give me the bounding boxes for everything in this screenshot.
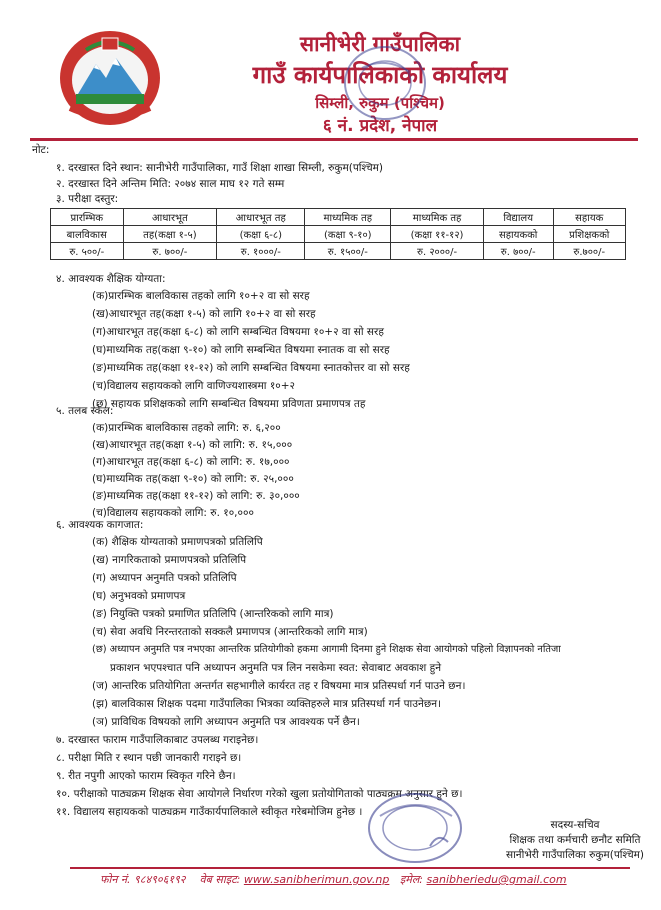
list-item: (च)विद्यालय सहायकको लागि: रु. १०,००० [92, 507, 254, 519]
fee-cell: रु. २०००/- [391, 243, 484, 260]
info-fee-label: ३. परीक्षा दस्तुर: [56, 193, 119, 205]
documents-heading: ६. आवश्यक कागजात: [56, 519, 144, 531]
table-header-cell: (कक्षा ६-८) [217, 226, 305, 243]
fee-cell: रु. ५००/- [51, 243, 124, 260]
list-item: (ग) अध्यापन अनुमति पत्रको प्रतिलिपि [92, 572, 237, 584]
list-item: (छ) अध्यापन अनुमति पत्र नभएका आन्तरिक प्रतियोगीको हकमा आगामी दिनमा हुने शिक्षक सेवा आयोगको पहिलो विज्ञापनको नतिजा [92, 644, 561, 655]
header-office: गाउँ कार्यपालिकाको कार्यालय [252, 61, 508, 89]
table-header-cell: माध्यमिक तह [391, 209, 484, 226]
fee-cell: रु. १५००/- [305, 243, 391, 260]
fee-table [50, 208, 626, 260]
list-item: (ज) आन्तरिक प्रतियोगिता अन्तर्गत सहभागीले कार्यरत तह र विषयमा मात्र प्रतिस्पर्धा गर्न पाउने छन। [92, 680, 466, 692]
list-item: (झ) बालविकास शिक्षक पदमा गाउँपालिका भित्रका व्यक्तिहरुले मात्र प्रतिस्पर्धा गर्न पाउनेछन। [92, 698, 441, 710]
office-stamp-bottom [360, 786, 470, 866]
list-item: ७. दरखास्त फाराम गाउँपालिकाबाट उपलब्ध गराइनेछ। [56, 734, 259, 746]
signature-title: सदस्य-सचिव [550, 819, 600, 831]
list-item: (ग)आधारभूत तह(कक्षा ६-८) को लागि सम्बन्धित विषयमा १०+२ वा सो सरह [92, 326, 384, 338]
header-province: ६ नं. प्रदेश, नेपाल [322, 116, 438, 136]
info-deadline: २. दरखास्त दिने अन्तिम मिति: २०७४ साल माघ १२ गते सम्म [56, 178, 285, 190]
salary-heading: ५. तलब स्केल: [56, 405, 114, 417]
footer-rule [70, 867, 630, 869]
list-item: (ङ)माध्यमिक तह(कक्षा ११-१२) को लागि सम्बन्धित विषयमा स्नातकोत्तर वा सो सरह [92, 362, 410, 374]
list-item: (ङ) नियुक्ति पत्रको प्रमाणित प्रतिलिपि (आन्तरिकको लागि मात्र) [92, 608, 334, 620]
list-item: (ञ) प्राविधिक विषयको लागि अध्यापन अनुमति पत्र आवश्यक पर्ने छैन। [92, 716, 360, 728]
table-header-cell: सहायकको [483, 226, 553, 243]
footer-phone: फोन नं. ९८४९०६१९२ [100, 873, 186, 886]
footer-email-label: इमेल: [399, 873, 424, 886]
list-item: (ख) नागरिकताको प्रमाणपत्रको प्रतिलिपि [92, 554, 247, 566]
signature-office: सानीभेरी गाउँपालिका रुकुम(पश्चिम) [505, 849, 645, 861]
footer-website-link[interactable]: www.sanibherimun.gov.np [243, 873, 390, 886]
table-header-cell: प्रारम्भिक [51, 209, 124, 226]
fee-cell: रु. ७००/- [123, 243, 217, 260]
list-item: ८. परीक्षा मिति र स्थान पछी जानकारी गराइने छ। [56, 752, 242, 764]
note-label: नोट: [32, 144, 50, 156]
list-item: (घ)माध्यमिक तह(कक्षा ९-१०) को लागि सम्बन्धित विषयमा स्नातक वा सो सरह [92, 344, 390, 356]
footer-web-label: वेब साइट: [199, 873, 241, 886]
list-item: (च) सेवा अवधि निरन्तरताको सक्कलै प्रमाणपत्र (आन्तरिकको लागि मात्र) [92, 626, 368, 638]
list-item: (क)प्रारम्भिक बालविकास तहको लागि: रु. ६,२०० [92, 422, 281, 434]
signature-block [500, 818, 650, 863]
office-stamp-top [330, 38, 440, 128]
list-item-continued: प्रकाशन भएपश्चात पनि अध्यापन अनुमति पत्र लिन नसकेमा स्वत: सेवाबाट अवकाश हुने [110, 662, 442, 674]
table-header-cell: सहायक [553, 209, 626, 226]
list-item: (ग)आधारभूत तह(कक्षा ६-८) को लागि: रु. १७,००० [92, 456, 290, 468]
list-item: (घ) अनुभवको प्रमाणपत्र [92, 590, 186, 602]
nepal-emblem-logo [56, 28, 164, 128]
list-item: (च)विद्यालय सहायकको लागि वाणिज्यशास्त्रमा १०+२ [92, 380, 295, 392]
list-item: (छ) सहायक प्रशिक्षकको लागि सम्बन्धित विषयमा प्रविणता प्रमाणपत्र तह [92, 398, 366, 410]
table-header-cell: बालविकास [51, 226, 124, 243]
header-rule [30, 138, 638, 141]
table-header-cell: प्रशिक्षकको [553, 226, 626, 243]
table-row [51, 243, 626, 260]
fee-cell: रु. १०००/- [217, 243, 305, 260]
table-header-cell: (कक्षा ९-१०) [305, 226, 391, 243]
list-item: (ख)आधारभूत तह(कक्षा १-५) को लागि १०+२ वा सो सरह [92, 308, 316, 320]
table-header-cell: (कक्षा ११-१२) [391, 226, 484, 243]
table-header-cell: आधारभूत [123, 209, 217, 226]
list-item: १०. परीक्षाको पाठ्यक्रम शिक्षक सेवा आयोगले निर्धारण गरेको खुला प्रतोयोगिताको पाठ्यक्रम अनुसार हुने छ। [56, 788, 463, 800]
fee-cell: रु.७००/- [553, 243, 626, 260]
list-item: (क)प्रारम्भिक बालविकास तहको लागि १०+२ वा सो सरह [92, 290, 310, 302]
table-header-cell: माध्यमिक तह [305, 209, 391, 226]
table-header-cell: आधारभूत तह [217, 209, 305, 226]
table-row [51, 226, 626, 243]
signature-committee: शिक्षक तथा कर्मचारी छनौट समिति [509, 834, 641, 846]
list-item: (क) शैक्षिक योग्यताको प्रमाणपत्रको प्रतिलिपि [92, 536, 263, 548]
list-item: (घ)माध्यमिक तह(कक्षा ९-१०) को लागि: रु. २५,००० [92, 473, 294, 485]
fee-cell: रु. ७००/- [483, 243, 553, 260]
list-item: ९. रीत नपुगी आएको फाराम स्विकृत गरिने छैन। [56, 770, 236, 782]
header-address: सिम्ली, रुकुम (पश्चिम) [315, 94, 445, 112]
list-item: (ख)आधारभूत तह(कक्षा १-५) को लागि: रु. १५,००० [92, 439, 293, 451]
footer-email-link[interactable]: sanibheriedu@gmail.com [426, 873, 567, 886]
footer [100, 872, 620, 887]
table-header-cell: तह(कक्षा १-५) [123, 226, 217, 243]
header-municipality: सानीभेरी गाउँपालिका [299, 32, 461, 56]
table-row [51, 209, 626, 226]
list-item: (ङ)माध्यमिक तह(कक्षा ११-१२) को लागि: रु. ३०,००० [92, 490, 300, 502]
qualification-heading: ४. आवश्यक शैक्षिक योग्यता: [56, 273, 166, 285]
list-item: ११. विद्यालय सहायकको पाठ्यक्रम गाउँकार्यपालिकाले स्वीकृत गरेबमोजिम हुनेछ । [56, 806, 363, 818]
info-place: १. दरखास्त दिने स्थान: सानीभेरी गाउँपालिका, गाउँ शिक्षा शाखा सिम्ली, रुकुम(पश्चिम) [56, 162, 384, 174]
table-header-cell: विद्यालय [483, 209, 553, 226]
